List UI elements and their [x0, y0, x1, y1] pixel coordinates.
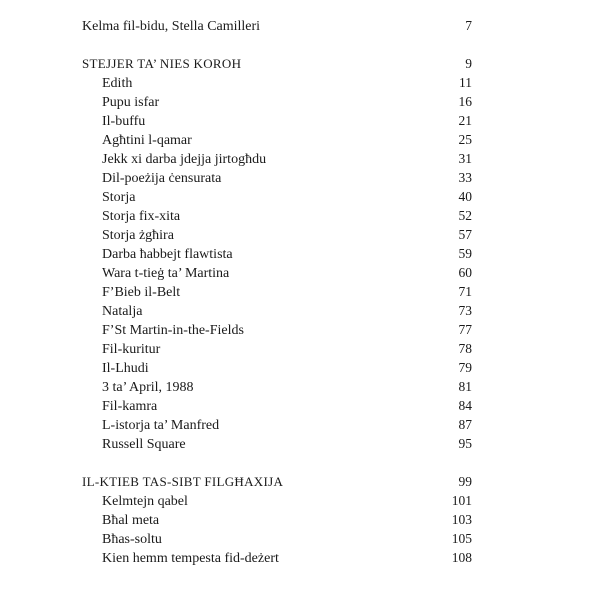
toc-entry-title: Bħas-soltu [102, 532, 162, 547]
toc-entry [82, 111, 472, 130]
toc-entry-title: Natalja [102, 304, 143, 319]
toc-entry [82, 92, 472, 111]
toc-entry-page: 21 [458, 113, 472, 128]
toc-entry-page: 73 [458, 303, 472, 318]
toc-entry-title: Darba ħabbejt flawtista [102, 247, 233, 262]
toc-entry-page: 25 [458, 132, 472, 147]
toc-entry-title: Pupu isfar [102, 95, 160, 110]
toc-entry-title: Russell Square [102, 437, 186, 452]
toc-entry-page: 33 [458, 170, 472, 185]
toc-entry [82, 263, 472, 282]
toc-entry-page: 84 [458, 398, 472, 413]
toc-entry-title: Storja [102, 190, 136, 205]
toc-entry [82, 491, 472, 510]
toc-entry [82, 339, 472, 358]
toc-entry [82, 244, 472, 263]
toc-entry [82, 301, 472, 320]
toc-section-items [82, 73, 472, 453]
toc-entry-page: 57 [458, 227, 472, 242]
toc-entry-title: Kelma fil-bidu, Stella Camilleri [82, 19, 261, 34]
toc-entry-title: Kien hemm tempesta fid-deżert [102, 551, 279, 566]
toc-entry-title: 3 ta’ April, 1988 [102, 380, 194, 395]
toc-entry-title: Fil-kamra [102, 399, 158, 414]
toc-entry-page: 31 [458, 151, 472, 166]
toc-entry [82, 548, 472, 567]
toc-entry-page: 79 [458, 360, 472, 375]
toc-entry [82, 510, 472, 529]
toc-entry-page: 87 [458, 417, 472, 432]
toc-entry-title: Il-Lhudi [102, 361, 149, 376]
toc-entry [82, 168, 472, 187]
toc-entry-page: 52 [458, 208, 472, 223]
toc-entry-title: Storja fix-xita [102, 209, 181, 224]
toc-entry [82, 187, 472, 206]
toc-section-items [82, 491, 472, 567]
toc-entry-page: 103 [451, 512, 472, 527]
toc-entry-title: F’St Martin-in-the-Fields [102, 323, 244, 338]
toc-entry-title: Kelmtejn qabel [102, 494, 188, 509]
toc-entry-page: 59 [458, 246, 472, 261]
toc-entry-page: 40 [458, 189, 472, 204]
toc-entry-page: 11 [459, 75, 472, 90]
toc-entry [82, 529, 472, 548]
toc-entry [82, 415, 472, 434]
toc-section-title: STEJJER TA’ NIES KOROH [82, 56, 242, 71]
toc-entry [82, 358, 472, 377]
toc-entry-title: Edith [102, 76, 133, 91]
toc-entry-page: 78 [458, 341, 472, 356]
toc-entry-page: 105 [451, 531, 472, 546]
toc-entry-intro [82, 16, 472, 35]
toc-entry [82, 149, 472, 168]
spacer [82, 35, 472, 54]
toc-entry-title: Agħtini l-qamar [102, 133, 192, 148]
toc-section-title: IL-KTIEB TAS-SIBT FILGĦAXIJA [82, 474, 284, 489]
toc-entry [82, 320, 472, 339]
toc-entry-title: Storja żgħira [102, 228, 174, 243]
toc-entry [82, 225, 472, 244]
toc-section-heading [82, 54, 472, 73]
toc-entry-page: 108 [451, 550, 472, 565]
toc-entry-title: Wara t-tieġ ta’ Martina [102, 266, 230, 281]
toc-entry-title: Fil-kuritur [102, 342, 161, 357]
toc-entry-title: Jekk xi darba jdejja jirtogħdu [102, 152, 267, 167]
toc-entry [82, 206, 472, 225]
toc-entry-title: Bħal meta [102, 513, 160, 528]
toc-entry-page: 60 [458, 265, 472, 280]
toc-entry-page: 101 [451, 493, 472, 508]
toc-section-page: 99 [458, 474, 472, 489]
toc-entry [82, 282, 472, 301]
toc-entry [82, 377, 472, 396]
spacer [82, 453, 472, 472]
toc-entry [82, 130, 472, 149]
toc-entry-page: 95 [458, 436, 472, 451]
toc-section-page: 9 [465, 56, 472, 71]
table-of-contents [82, 16, 472, 567]
toc-entry-page: 71 [458, 284, 472, 299]
toc-entry [82, 73, 472, 92]
toc-entry [82, 396, 472, 415]
toc-entry-title: Il-buffu [102, 114, 146, 129]
toc-entry-page: 7 [465, 18, 472, 33]
toc-entry-page: 77 [458, 322, 472, 337]
toc-entry-title: F’Bieb il-Belt [102, 285, 181, 300]
toc-entry [82, 434, 472, 453]
toc-entry-page: 16 [458, 94, 472, 109]
toc-entry-page: 81 [458, 379, 472, 394]
toc-entry-title: Dil-poeżija ċensurata [102, 171, 222, 186]
toc-entry-title: L-istorja ta’ Manfred [102, 418, 220, 433]
toc-section-heading [82, 472, 472, 491]
